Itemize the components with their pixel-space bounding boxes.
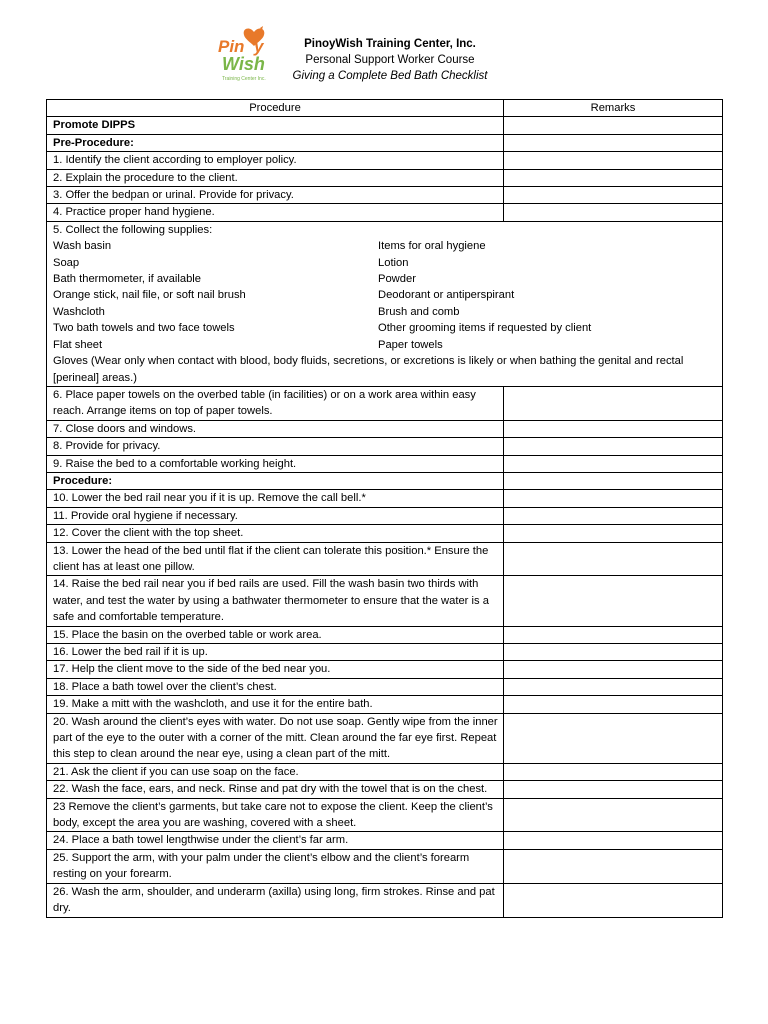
remarks-cell[interactable] [504,883,723,917]
remarks-cell[interactable] [504,849,723,883]
procedure-cell: 2. Explain the procedure to the client. [47,169,504,186]
procedure-cell: 10. Lower the bed rail near you if it is up. Remove the call bell.* [47,490,504,507]
supply-item: Orange stick, nail file, or soft nail brush [53,289,246,302]
supply-item: Flat sheet [53,338,103,351]
supply-item: Paper towels [378,338,443,351]
remarks-cell[interactable] [504,644,723,661]
table-row [47,713,723,763]
remarks-cell[interactable] [504,472,723,489]
svg-text:y: y [254,37,264,56]
procedure-cell: 24. Place a bath towel lengthwise under the client’s far arm. [47,832,504,849]
table-row [47,696,723,713]
table-row [47,678,723,695]
procedure-cell: 6. Place paper towels on the overbed table (in facilities) or on a work area within easy reach. Arrange items on top of paper towels. [47,386,504,420]
table-row [47,187,723,204]
supplies-list [53,238,722,353]
table-row [47,883,723,917]
remarks-cell[interactable] [504,490,723,507]
header-remarks: Remarks [504,100,723,117]
remarks-cell[interactable] [504,661,723,678]
supply-item: Two bath towels and two face towels [53,322,235,335]
remarks-cell[interactable] [504,626,723,643]
checklist-table [46,99,723,918]
table-row [47,490,723,507]
remarks-cell[interactable] [504,169,723,186]
remarks-cell[interactable] [504,455,723,472]
supplies-heading: 5. Collect the following supplies: [53,223,213,236]
remarks-cell[interactable] [504,576,723,626]
supply-item: Brush and comb [378,305,460,318]
supply-item: Powder [378,273,416,286]
table-row [47,763,723,780]
remarks-cell[interactable] [504,763,723,780]
procedure-cell: 17. Help the client move to the side of the bed near you. [47,661,504,678]
procedure-cell: 11. Provide oral hygiene if necessary. [47,507,504,524]
supply-gloves-note: Gloves (Wear only when contact with blood, body fluids, secretions, or excretions is likely or when bathing the genital and rectal [perineal] areas.) [53,355,684,384]
table-row [47,455,723,472]
procedure-cell: 4. Practice proper hand hygiene. [47,204,504,221]
procedure-cell: 14. Raise the bed rail near you if bed rails are used. Fill the wash basin two thirds with water, and test the water by using a bathwater thermometer to ensure that the water is a safe and comfortable temperature. [47,576,504,626]
remarks-cell[interactable] [504,713,723,763]
remarks-cell[interactable] [504,386,723,420]
supply-item: Soap [53,256,80,269]
remarks-cell[interactable] [504,525,723,542]
procedure-cell: 23 Remove the client’s garments, but take care not to expose the client. Keep the client’s body, except the area you are washing, covered with a sheet. [47,798,504,832]
svg-text:Training Center Inc.: Training Center Inc. [222,76,266,82]
supply-item: Bath thermometer, if available [53,273,201,286]
remarks-cell[interactable] [504,152,723,169]
checklist-title: Giving a Complete Bed Bath Checklist [292,70,488,82]
remarks-cell[interactable] [504,696,723,713]
supply-item: Deodorant or antiperspirant [378,289,515,302]
procedure-cell: 9. Raise the bed to a comfortable working height. [47,455,504,472]
table-row [47,472,723,489]
table-row [47,507,723,524]
procedure-cell: 12. Cover the client with the top sheet. [47,525,504,542]
supplies-cell [47,221,723,386]
table-row [47,169,723,186]
org-name: PinoyWish Training Center, Inc. [304,38,476,50]
remarks-cell[interactable] [504,542,723,576]
supply-item: Other grooming items if requested by client [378,322,592,335]
procedure-cell: 25. Support the arm, with your palm under the client’s elbow and the client’s forearm resting on your forearm. [47,849,504,883]
procedure-cell: 8. Provide for privacy. [47,438,504,455]
table-row [47,644,723,661]
table-row [47,204,723,221]
svg-text:Pin: Pin [218,37,245,56]
table-row [47,781,723,798]
procedure-cell: Promote DIPPS [47,117,504,134]
table-row [47,438,723,455]
procedure-cell: 19. Make a mitt with the washcloth, and use it for the entire bath. [47,696,504,713]
procedure-cell: 26. Wash the arm, shoulder, and underarm (axilla) using long, firm strokes. Rinse and pat dry. [47,883,504,917]
procedure-cell: Procedure: [47,472,504,489]
procedure-cell: 18. Place a bath towel over the client’s chest. [47,678,504,695]
remarks-cell[interactable] [504,798,723,832]
course-name: Personal Support Worker Course [305,54,475,66]
procedure-cell: 15. Place the basin on the overbed table or work area. [47,626,504,643]
remarks-cell[interactable] [504,420,723,437]
remarks-cell[interactable] [504,134,723,151]
table-row [47,152,723,169]
table-row [47,542,723,576]
remarks-cell[interactable] [504,678,723,695]
supplies-row [47,221,723,386]
supply-item: Wash basin [53,240,112,253]
table-row [47,661,723,678]
procedure-cell: 21. Ask the client if you can use soap on the face. [47,763,504,780]
table-row [47,420,723,437]
table-row [47,576,723,626]
table-row [47,832,723,849]
remarks-cell[interactable] [504,187,723,204]
remarks-cell[interactable] [504,438,723,455]
remarks-cell[interactable] [504,507,723,524]
header-procedure: Procedure [47,100,504,117]
table-row [47,117,723,134]
table-row [47,849,723,883]
remarks-cell[interactable] [504,204,723,221]
procedure-cell: 16. Lower the bed rail if it is up. [47,644,504,661]
remarks-cell[interactable] [504,832,723,849]
table-header-row [47,100,723,117]
table-row [47,386,723,420]
supply-item: Lotion [378,256,409,269]
document-title [270,36,510,84]
procedure-cell: 7. Close doors and windows. [47,420,504,437]
procedure-cell: Pre-Procedure: [47,134,504,151]
procedure-cell: 20. Wash around the client’s eyes with water. Do not use soap. Gently wipe from the inner part of the eye to the outer with a corner of the mitt. Clean around the far eye first. Repeat this step to clean around the near eye, using a clean part of the mitt. [47,713,504,763]
supply-item: Items for oral hygiene [378,240,486,253]
remarks-cell[interactable] [504,781,723,798]
table-row [47,525,723,542]
remarks-cell[interactable] [504,117,723,134]
document-header [0,26,768,88]
table-row [47,134,723,151]
supply-item: Washcloth [53,305,105,318]
procedure-cell: 1. Identify the client according to employer policy. [47,152,504,169]
procedure-cell: 3. Offer the bedpan or urinal. Provide for privacy. [47,187,504,204]
table-row [47,626,723,643]
procedure-cell: 22. Wash the face, ears, and neck. Rinse and pat dry with the towel that is on the chest. [47,781,504,798]
table-row [47,798,723,832]
svg-text:Wish: Wish [222,54,265,74]
procedure-cell: 13. Lower the head of the bed until flat if the client can tolerate this position.* Ensure the client has at least one pillow. [47,542,504,576]
